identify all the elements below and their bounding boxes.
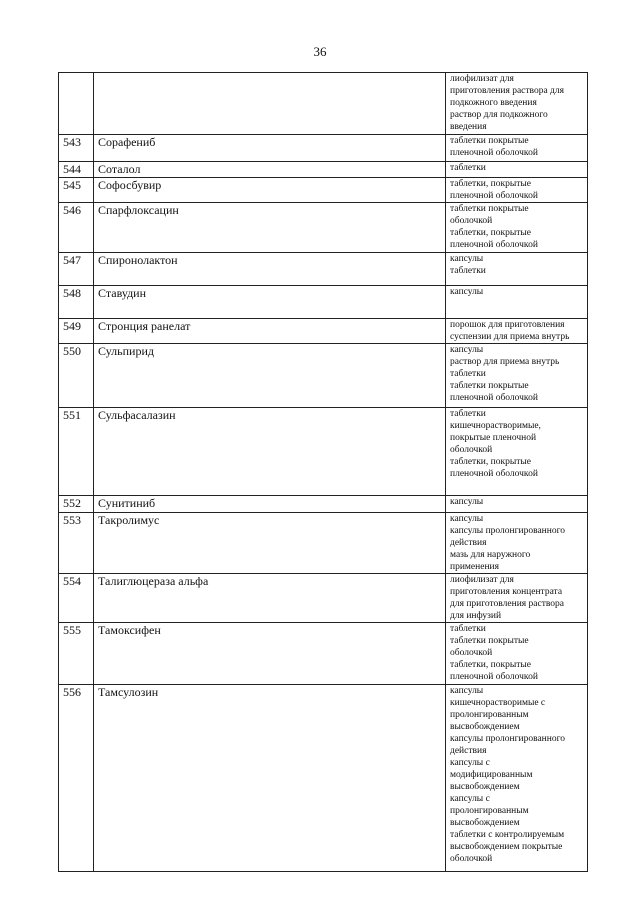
table-row — [59, 623, 588, 685]
dosage-form-line: кишечнорастворимые с — [450, 698, 546, 708]
dosage-form-line: для инфузий — [450, 611, 502, 621]
drug-name: Сульпирид — [94, 344, 446, 408]
drug-name: Стронция ранелат — [94, 319, 446, 344]
drug-name: Сорафениб — [94, 135, 446, 162]
dosage-form-line: лиофилизат для — [450, 575, 514, 585]
row-number: 554 — [59, 574, 94, 623]
dosage-form-line: таблетки, покрытые — [450, 457, 531, 467]
dosage-form-line: пролонгированным — [450, 806, 529, 816]
row-number: 548 — [59, 286, 94, 319]
table-row — [59, 253, 588, 286]
dosage-forms — [446, 253, 588, 286]
row-number: 549 — [59, 319, 94, 344]
dosage-form-line: оболочкой — [450, 648, 493, 658]
dosage-form-line: применения — [450, 562, 499, 572]
dosage-forms — [446, 496, 588, 513]
dosage-form-line: оболочкой — [450, 854, 493, 864]
dosage-forms — [446, 623, 588, 685]
row-number: 546 — [59, 203, 94, 253]
table-row — [59, 513, 588, 574]
drug-name: Софосбувир — [94, 178, 446, 203]
dosage-forms — [446, 513, 588, 574]
row-number: 553 — [59, 513, 94, 574]
dosage-forms — [446, 135, 588, 162]
dosage-form-line: введения — [450, 122, 487, 132]
dosage-form-line: покрытые пленочной — [450, 433, 537, 443]
dosage-forms — [446, 286, 588, 319]
dosage-form-line: оболочкой — [450, 216, 493, 226]
dosage-form-line: таблетки — [450, 163, 486, 173]
dosage-form-line: таблетки — [450, 266, 486, 276]
dosage-form-line: капсулы с — [450, 794, 490, 804]
dosage-form-line: капсулы — [450, 497, 484, 507]
dosage-form-line: таблетки покрытые — [450, 381, 529, 391]
row-number: 551 — [59, 408, 94, 496]
table-row — [59, 286, 588, 319]
dosage-form-line: раствор для подкожного — [450, 110, 548, 120]
dosage-form-line: порошок для приготовления — [450, 320, 565, 330]
dosage-form-line: таблетки с контролируемым — [450, 830, 565, 840]
table-row — [59, 178, 588, 203]
dosage-form-line: пленочной оболочкой — [450, 240, 538, 250]
dosage-forms — [446, 73, 588, 135]
row-number: 547 — [59, 253, 94, 286]
dosage-form-line: пленочной оболочкой — [450, 148, 538, 158]
dosage-form-line: высвобождением — [450, 818, 520, 828]
dosage-form-line: таблетки покрытые — [450, 136, 529, 146]
page-number: 36 — [313, 44, 327, 59]
dosage-forms — [446, 178, 588, 203]
dosage-form-line: таблетки, покрытые — [450, 228, 531, 238]
dosage-forms — [446, 319, 588, 344]
dosage-forms — [446, 685, 588, 872]
dosage-form-line: действия — [450, 538, 487, 548]
dosage-form-line: пленочной оболочкой — [450, 393, 538, 403]
dosage-form-line: капсулы — [450, 345, 484, 355]
dosage-form-line: капсулы — [450, 287, 484, 297]
dosage-form-line: суспензии для приема внутрь — [450, 332, 570, 342]
row-number: 545 — [59, 178, 94, 203]
dosage-form-line: капсулы — [450, 686, 484, 696]
dosage-form-line: пролонгированным — [450, 710, 529, 720]
table-row — [59, 408, 588, 496]
dosage-form-line: лиофилизат для — [450, 74, 514, 84]
table-row — [59, 344, 588, 408]
dosage-form-line: таблетки — [450, 624, 486, 634]
dosage-form-line: оболочкой — [450, 445, 493, 455]
dosage-form-line: высвобождением покрытые — [450, 842, 563, 852]
dosage-form-line: кишечнорастворимые, — [450, 421, 541, 431]
dosage-form-line: раствор для приема внутрь — [450, 357, 560, 367]
dosage-form-line: для приготовления раствора — [450, 599, 564, 609]
dosage-forms — [446, 408, 588, 496]
dosage-form-line: приготовления концентрата — [450, 587, 563, 597]
dosage-forms — [446, 344, 588, 408]
drug-name: Сунитиниб — [94, 496, 446, 513]
dosage-form-line: подкожного введения — [450, 98, 537, 108]
dosage-form-line: таблетки — [450, 369, 486, 379]
drug-table — [58, 72, 588, 872]
dosage-form-line: таблетки, покрытые — [450, 660, 531, 670]
row-number: 550 — [59, 344, 94, 408]
dosage-form-line: модифицированным — [450, 770, 533, 780]
table-row — [59, 496, 588, 513]
table-row — [59, 135, 588, 162]
dosage-form-line: капсулы пролонгированного — [450, 734, 565, 744]
drug-name: Тамсулозин — [94, 685, 446, 872]
dosage-form-line: таблетки, покрытые — [450, 179, 531, 189]
dosage-form-line: действия — [450, 746, 487, 756]
table-row — [59, 203, 588, 253]
dosage-form-line: капсулы — [450, 254, 484, 264]
dosage-form-line: высвобождением — [450, 782, 520, 792]
drug-name: Сульфасалазин — [94, 408, 446, 496]
dosage-form-line: пленочной оболочкой — [450, 191, 538, 201]
table-row — [59, 73, 588, 135]
drug-name: Спиронолактон — [94, 253, 446, 286]
dosage-form-line: мазь для наружного — [450, 550, 531, 560]
dosage-form-line: капсулы с — [450, 758, 490, 768]
table-row — [59, 685, 588, 872]
dosage-form-line: пленочной оболочкой — [450, 672, 538, 682]
dosage-forms — [446, 162, 588, 178]
dosage-form-line: таблетки покрытые — [450, 636, 529, 646]
dosage-form-line: таблетки покрытые — [450, 204, 529, 214]
drug-name — [94, 73, 446, 135]
dosage-form-line: высвобождением — [450, 722, 520, 732]
row-number: 544 — [59, 162, 94, 178]
drug-name: Талиглюцераза альфа — [94, 574, 446, 623]
dosage-form-line: капсулы — [450, 514, 484, 524]
drug-name: Ставудин — [94, 286, 446, 319]
dosage-form-line: капсулы пролонгированного — [450, 526, 565, 536]
row-number: 556 — [59, 685, 94, 872]
row-number: 543 — [59, 135, 94, 162]
drug-name: Тамоксифен — [94, 623, 446, 685]
dosage-forms — [446, 203, 588, 253]
row-number: 552 — [59, 496, 94, 513]
drug-name: Соталол — [94, 162, 446, 178]
table-row — [59, 162, 588, 178]
row-number: 555 — [59, 623, 94, 685]
row-number — [59, 73, 94, 135]
table-row — [59, 574, 588, 623]
drug-name: Спарфлоксацин — [94, 203, 446, 253]
dosage-form-line: таблетки — [450, 409, 486, 419]
dosage-form-line: приготовления раствора для — [450, 86, 564, 96]
drug-name: Такролимус — [94, 513, 446, 574]
dosage-forms — [446, 574, 588, 623]
table-row — [59, 319, 588, 344]
dosage-form-line: пленочной оболочкой — [450, 469, 538, 479]
